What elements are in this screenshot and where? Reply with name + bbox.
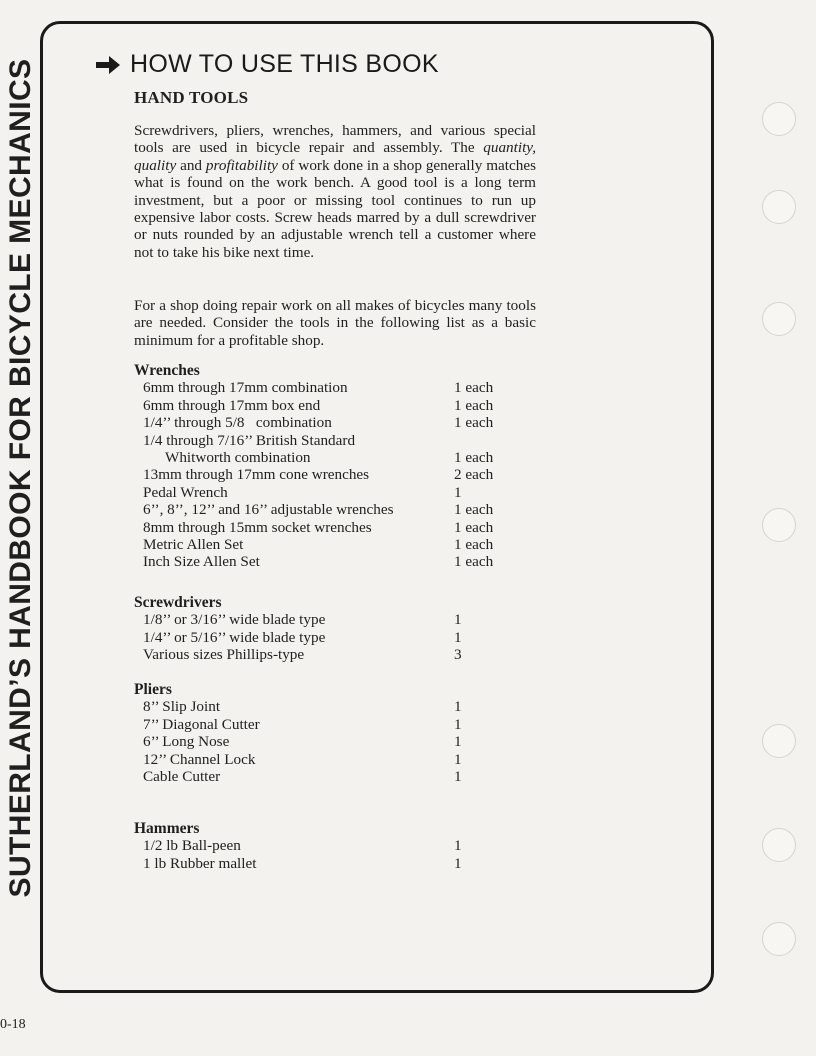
item-name: Pedal Wrench	[143, 483, 228, 501]
item-name: 6mm through 17mm box end	[143, 396, 321, 414]
list-item	[134, 629, 534, 646]
list-item	[134, 553, 534, 570]
item-qty: 1	[454, 750, 462, 768]
list-item	[134, 397, 534, 414]
item-qty: 1 each	[454, 553, 494, 571]
tools-list-intro: For a shop doing repair work on all makes of bicycles many tools are needed. Consider the tools in the following list as a basic minimum for a profitable shop.	[134, 297, 536, 349]
emphasis-quantity-quality: quantity, quality	[134, 139, 536, 174]
wrenches-group	[134, 362, 534, 571]
screwdrivers-group	[134, 594, 534, 664]
binder-hole	[762, 190, 796, 224]
right-arrow-icon	[96, 56, 120, 74]
binder-hole	[762, 302, 796, 336]
item-name: 8mm through 15mm socket wrenches	[143, 518, 372, 536]
item-name: Metric Allen Set	[143, 536, 244, 554]
item-qty: 1	[454, 698, 462, 716]
item-qty: 1 each	[454, 501, 494, 519]
item-qty: 2 each	[454, 466, 494, 484]
list-item	[134, 519, 534, 536]
item-name: Whitworth combination	[165, 449, 311, 467]
list-item	[134, 698, 534, 715]
list-item	[134, 837, 534, 854]
binder-hole	[762, 828, 796, 862]
intro-paragraph	[134, 122, 536, 261]
item-name: 6’’ Long Nose	[143, 733, 230, 751]
pliers-group	[134, 681, 534, 785]
spine-title: SUTHERLAND’S HANDBOOK FOR BICYCLE MECHANICS	[4, 58, 37, 898]
item-name: 1 lb Rubber mallet	[143, 854, 257, 872]
list-item	[134, 432, 534, 449]
binder-hole	[762, 724, 796, 758]
item-name: 12’’ Channel Lock	[143, 750, 256, 768]
item-name: 8’’ Slip Joint	[143, 698, 221, 716]
item-name: 6mm through 17mm combination	[143, 379, 348, 397]
item-name: 13mm through 17mm cone wrenches	[143, 466, 370, 484]
emphasis-profitability: profitability	[205, 156, 278, 174]
list-item	[134, 768, 534, 785]
item-name: Cable Cutter	[143, 768, 221, 786]
item-qty: 1	[454, 628, 462, 646]
item-name: 1/8’’ or 3/16’’ wide blade type	[143, 611, 326, 629]
list-item	[134, 716, 534, 733]
list-item	[134, 536, 534, 553]
item-qty: 1	[454, 768, 462, 786]
item-qty: 1	[454, 854, 462, 872]
item-qty: 3	[454, 646, 462, 664]
intro-text-part: of work done in a shop generally matches what is found on the work bench. A good tool is a long term investment, but a poor or missing tool continues to run up expensive labor costs. Screw heads marred by a dull screwdriver or nuts rounded by an adjustable wrench tell a customer where not to take his bike next time.	[134, 156, 536, 261]
list-item	[134, 449, 534, 466]
list-item	[134, 855, 534, 872]
item-name: 7’’ Diagonal Cutter	[143, 715, 260, 733]
hammers-group	[134, 820, 534, 872]
list-item	[134, 466, 534, 483]
item-qty: 1 each	[454, 396, 494, 414]
item-name: 1/4’’ or 5/16’’ wide blade type	[143, 628, 326, 646]
item-qty: 1 each	[454, 536, 494, 554]
binder-hole	[762, 922, 796, 956]
list-item	[134, 733, 534, 750]
binder-hole	[762, 508, 796, 542]
list-item	[134, 501, 534, 518]
group-title: Pliers	[134, 681, 172, 698]
list-item	[134, 611, 534, 628]
item-name: 1/4 through 7/16’’ British Standard	[143, 431, 356, 449]
list-item	[134, 646, 534, 663]
list-item	[134, 484, 534, 501]
item-qty: 1 each	[454, 414, 494, 432]
item-qty: 1	[454, 611, 462, 629]
item-name: 1/4’’ through 5/8 combination	[143, 414, 332, 432]
item-qty: 1 each	[454, 379, 494, 397]
item-name: 6’’, 8’’, 12’’ and 16’’ adjustable wrenches	[143, 501, 394, 519]
page-number: 0-18	[0, 1017, 26, 1032]
group-title: Screwdrivers	[134, 594, 222, 611]
item-qty: 1	[454, 715, 462, 733]
item-name: Inch Size Allen Set	[143, 553, 260, 571]
binder-hole	[762, 102, 796, 136]
subheading: HAND TOOLS	[134, 88, 249, 107]
group-title: Wrenches	[134, 362, 200, 379]
list-item	[134, 414, 534, 431]
item-qty: 1	[454, 837, 462, 855]
group-title: Hammers	[134, 820, 200, 837]
item-qty: 1 each	[454, 518, 494, 536]
item-name: Various sizes Phillips-type	[143, 646, 305, 664]
item-name: 1/2 lb Ball-peen	[143, 837, 241, 855]
section-header	[96, 50, 439, 79]
item-qty: 1	[454, 733, 462, 751]
spine	[0, 0, 40, 1010]
item-qty: 1 each	[454, 449, 494, 467]
item-qty	[454, 432, 534, 449]
intro-text-part: and	[176, 156, 206, 174]
list-item	[134, 379, 534, 396]
item-qty: 1	[454, 483, 462, 501]
section-title: HOW TO USE THIS BOOK	[130, 50, 439, 78]
intro-text-part: Screwdrivers, pliers, wrenches, hammers, and various special tools are used in bicycle repair and assembly. The	[134, 122, 536, 157]
list-item	[134, 751, 534, 768]
